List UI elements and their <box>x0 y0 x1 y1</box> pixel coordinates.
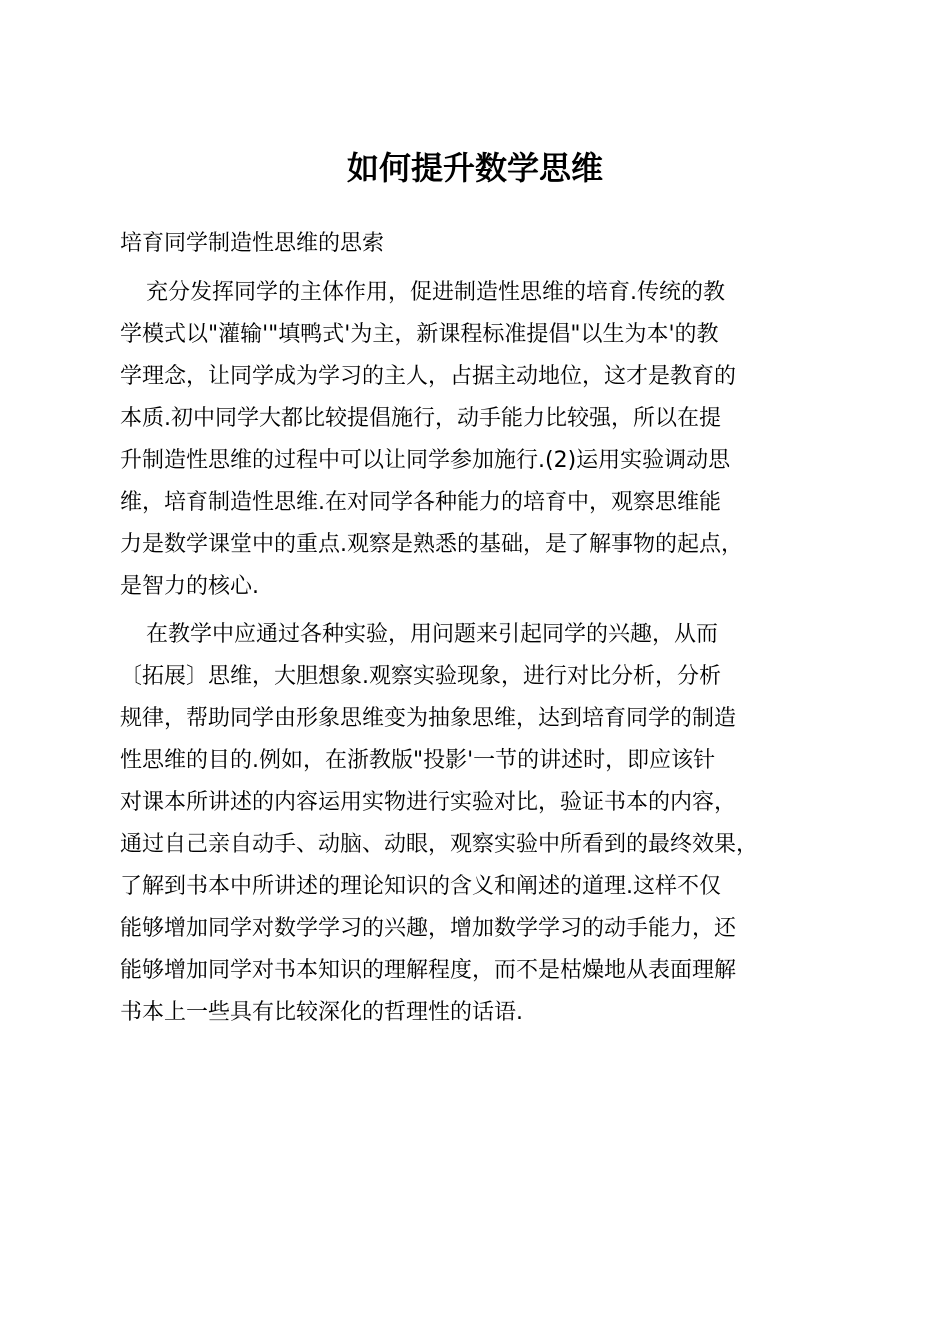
paragraph-line: 规律，帮助同学由形象思维变为抽象思维，达到培育同学的制造 <box>120 706 737 731</box>
paragraph-line: 学模式以"灌输'"填鸭式'为主，新课程标准提倡"以生为本'的教 <box>120 322 719 347</box>
paragraph-line: 了解到书本中所讲述的理论知识的含义和阐述的道理.这样不仅 <box>120 874 721 899</box>
paragraph-line: 能够增加同学对数学学习的兴趣，增加数学学习的动手能力，还 <box>120 916 737 941</box>
paragraph-line: 〔拓展〕思维，大胆想象.观察实验现象，进行对比分析，分析 <box>120 664 721 689</box>
document-body <box>120 272 850 1040</box>
paragraph-line: 能够增加同学对书本知识的理解程度，而不是枯燥地从表面理解 <box>120 958 737 983</box>
paragraph-2 <box>120 614 850 1034</box>
paragraph-line: 书本上一些具有比较深化的哲理性的话语. <box>120 1000 523 1025</box>
paragraph-line: 是智力的核心. <box>120 574 259 599</box>
paragraph-line: 升制造性思维的过程中可以让同学参加施行.(2)运用实验调动思 <box>120 448 731 473</box>
document-title: 如何提升数学思维 <box>346 149 603 187</box>
paragraph-line: 学理念，让同学成为学习的主人，占据主动地位，这才是教育的 <box>120 364 737 389</box>
paragraph-line: 通过自己亲自动手、动脑、动眼，观察实验中所看到的最终效果， <box>120 832 759 857</box>
paragraph-line: 维，培育制造性思维.在对同学各种能力的培育中，观察思维能 <box>120 490 721 515</box>
paragraph-line: 力是数学课堂中的重点.观察是熟悉的基础，是了解事物的起点， <box>120 532 743 557</box>
paragraph-1 <box>120 272 850 608</box>
paragraph-line: 对课本所讲述的内容运用实物进行实验对比，验证书本的内容， <box>120 790 737 815</box>
document-subtitle: 培育同学制造性思维的思索 <box>120 231 385 256</box>
paragraph-line: 本质.初中同学大都比较提倡施行，动手能力比较强，所以在提 <box>120 406 721 431</box>
paragraph-line: 在教学中应通过各种实验，用问题来引起同学的兴趣，从而 <box>146 622 719 647</box>
paragraph-line: 性思维的目的.例如，在浙教版"投影'一节的讲述时，即应该针 <box>120 748 716 773</box>
paragraph-line: 充分发挥同学的主体作用，促进制造性思维的培育.传统的教 <box>146 280 725 305</box>
